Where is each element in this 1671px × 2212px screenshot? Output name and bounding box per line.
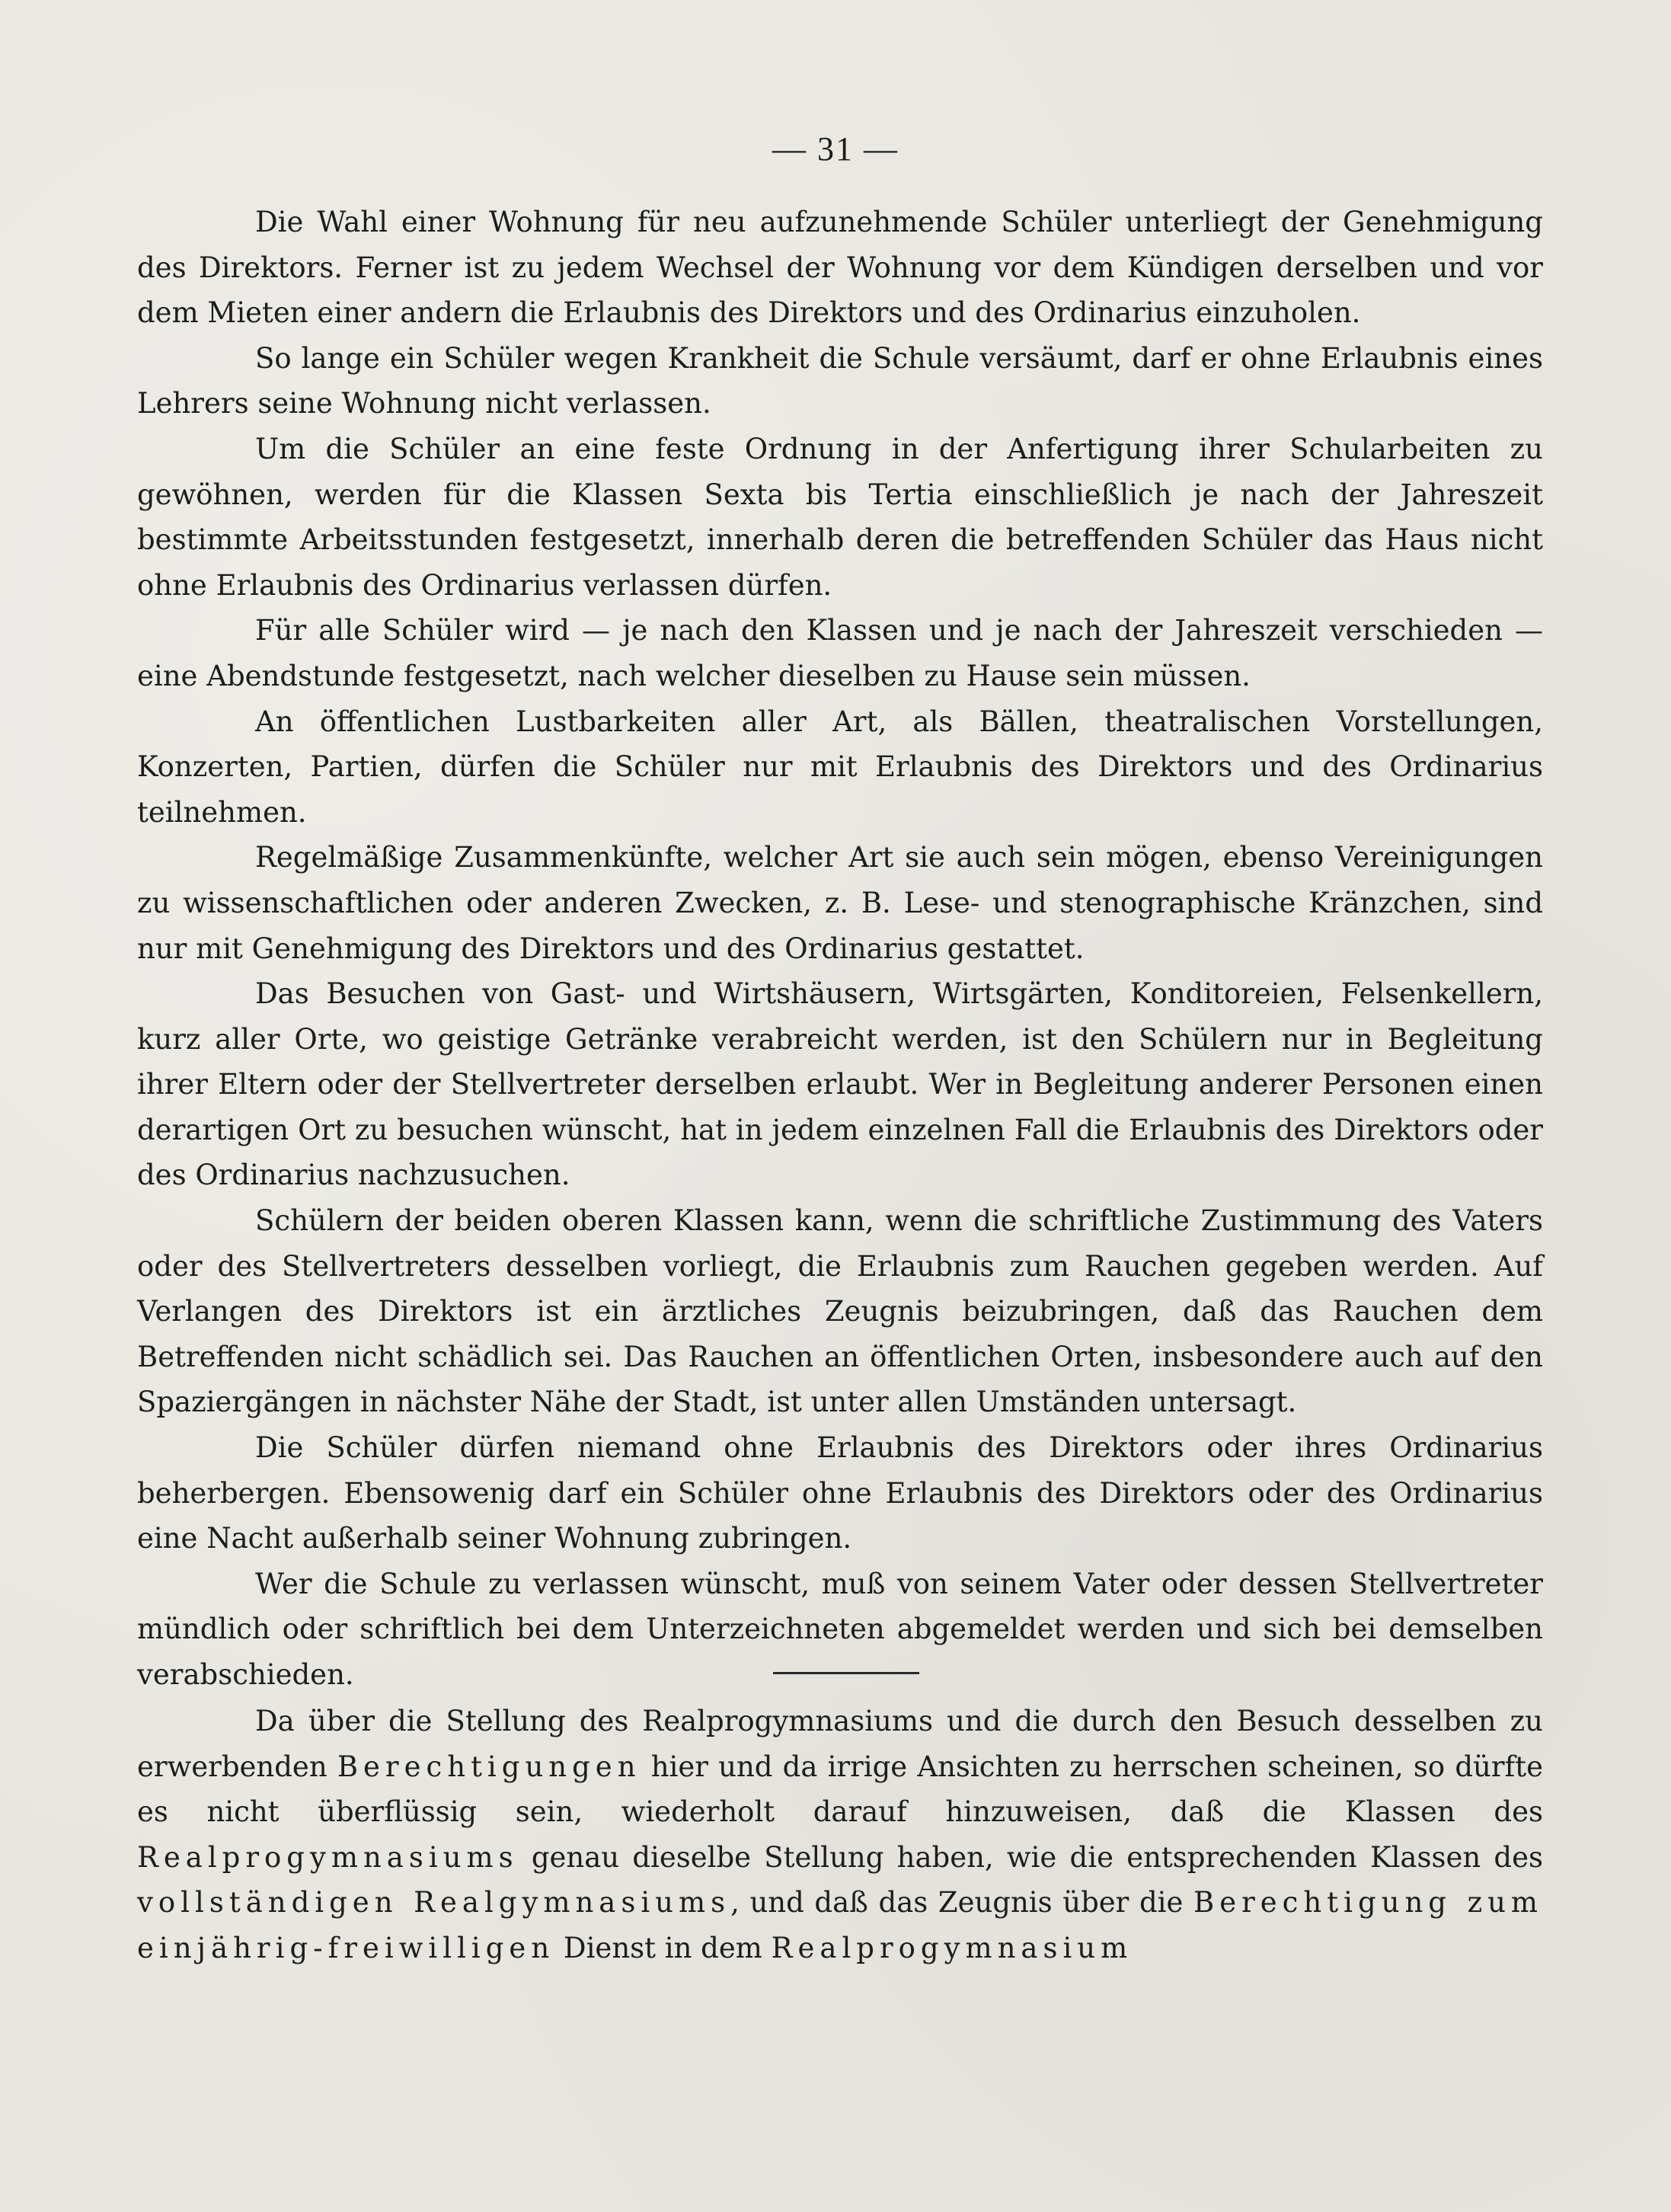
- paragraph-gatherings: Regelmäßige Zusammenkünfte, welcher Art sie auch sein mögen, ebenso Vereinigungen zu wissenschaftlichen oder anderen Zwecken, z. B. Lese- und stenographische Kränzchen, sind nur mit Genehmigung des Direktors und des Ordinarius gestattet.: [137, 841, 1543, 965]
- paragraph-public-amusements: An öffentlichen Lustbarkeiten aller Art, als Bällen, theatralischen Vorstellungen, Konzerten, Partien, dürfen die Schüler nur mit Erlaubnis des Direktors und des Ordinarius teilnehmen.: [137, 705, 1543, 829]
- emphasis-berechtigung: Berechtigung zum einjährig-freiwilligen: [137, 1886, 1543, 1964]
- paragraph-evening-curfew: Für alle Schüler wird — je nach den Klassen und je nach der Jahreszeit verschieden — eine Abendstunde festgesetzt, nach welcher dieselben zu Hause sein müssen.: [137, 614, 1543, 692]
- closing-text: [137, 1699, 1543, 1971]
- paragraph-inns: Das Besuchen von Gast- und Wirtshäusern, Wirtsgärten, Konditoreien, Felsenkellern, kurz aller Orte, wo geistige Getränke verabreicht werden, ist den Schülern nur in Begleitung ihrer Eltern oder der Stellvertreter derselben erlaubt. Wer in Begleitung anderer Personen einen derartigen Ort zu besuchen wünscht, hat in jedem einzelnen Fall die Erlaubnis des Direktors oder des Ordinarius nachzusuchen.: [137, 977, 1543, 1192]
- emphasis-realprogymnasiums: Realprogymnasiums: [137, 1840, 519, 1874]
- paragraph-realprogymnasium: [137, 1699, 1543, 1971]
- paragraph-lodging: Die Schüler dürfen niemand ohne Erlaubnis des Direktors oder ihres Ordinarius beherbergen. Ebensowenig darf ein Schüler ohne Erlaubnis des Direktors oder des Ordinarius eine Nacht außerhalb seiner Wohnung zubringen.: [137, 1431, 1543, 1555]
- emphasis-realprogymnasium: Realprogymnasium: [771, 1931, 1133, 1964]
- paragraph-smoking: Schülern der beiden oberen Klassen kann, wenn die schriftliche Zustimmung des Vaters oder des Stellvertreters desselben vorliegt, die Erlaubnis zum Rauchen gegeben werden. Auf Verlangen des Direktors ist ein ärztliches Zeugnis beizubringen, daß das Rauchen dem Betreffenden nicht schädlich sei. Das Rauchen an öffentlichen Orten, insbesondere auch auf den Spaziergängen in nächster Nähe der Stadt, ist unter allen Umständen untersagt.: [137, 1204, 1543, 1419]
- emphasis-berechtigungen: Berechtigungen: [337, 1750, 641, 1783]
- closing-text-part: genau dieselbe Stellung haben, wie die entsprechenden Klassen des: [518, 1840, 1543, 1874]
- page-number: — 31 —: [772, 130, 899, 168]
- closing-text-part: , und daß das Zeugnis über die: [730, 1886, 1194, 1920]
- paragraph-dwelling-approval: Die Wahl einer Wohnung für neu aufzunehmende Schüler unterliegt der Genehmigung des Direktors. Ferner ist zu jedem Wechsel der Wohnung vor dem Kündigen derselben und vor dem Mieten einer andern die Erlaubnis des Direktors und des Ordinarius einzuholen.: [137, 206, 1543, 330]
- paragraph-study-hours: Um die Schüler an eine feste Ordnung in der Anfertigung ihrer Schularbeiten zu gewöhnen, werden für die Klassen Sexta bis Tertia einschließlich je nach der Jahreszeit bestimmte Arbeitsstunden festgesetzt, innerhalb deren die betreffenden Schüler das Haus nicht ohne Erlaubnis des Ordinarius verlassen dürfen.: [137, 432, 1543, 602]
- regulations-text: [137, 200, 1543, 1698]
- closing-text-part: Da über die Stellung des Realprogymnasiums und die durch den Besuch desselben zu erwerbenden: [137, 1705, 1543, 1783]
- paragraph-illness: So lange ein Schüler wegen Krankheit die Schule versäumt, darf er ohne Erlaubnis eines Lehrers seine Wohnung nicht verlassen.: [137, 341, 1543, 420]
- section-divider: [773, 1672, 919, 1674]
- emphasis-vollstaendigen-realgymnasiums: vollständigen Realgymnasiums: [137, 1886, 731, 1920]
- closing-text-part: Dienst in dem: [554, 1931, 772, 1964]
- closing-text-part: hier und da irrige Ansichten zu herrschen scheinen, so dürfte es nicht überflüssig sein, wiederholt darauf hinzuweisen, daß die Klassen des: [137, 1750, 1543, 1829]
- paragraph-leaving-school: Wer die Schule zu verlassen wünscht, muß von seinem Vater oder dessen Stellvertreter mündlich oder schriftlich bei dem Unterzeichneten abgemeldet werden und sich bei demselben verabschieden.: [137, 1567, 1543, 1691]
